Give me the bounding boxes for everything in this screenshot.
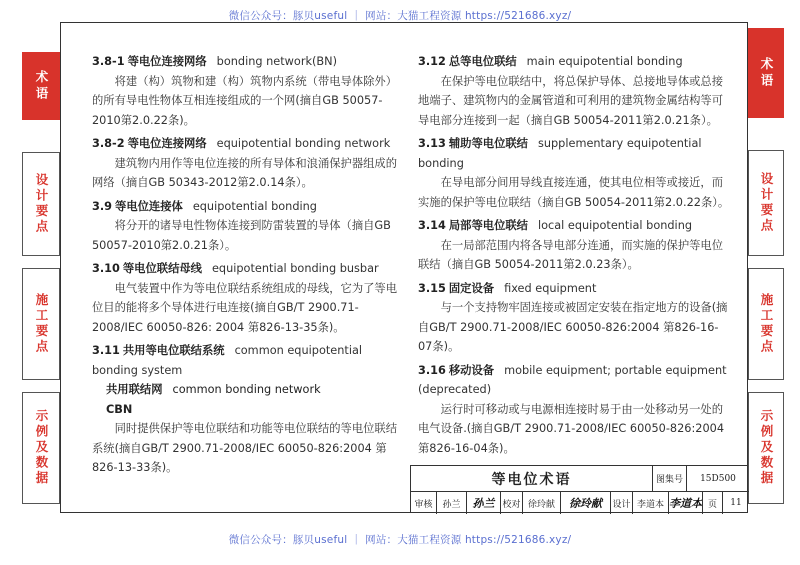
synonym-chinese: 共用联结网: [106, 383, 163, 396]
term-number: 3.12: [418, 55, 446, 68]
term-definition: 建筑物内用作等电位连接的所有导体和浪涌保护器组成的网络（摘自GB 50343-2012第2.0.14条）。: [92, 156, 398, 189]
right-tab-terms-label: 术语: [759, 56, 774, 90]
review-label: 审核: [411, 492, 437, 514]
watermark-top: 微信公众号：豚贝useful ｜ 网站：大猫工程资源 https://521686.xyz/: [228, 10, 572, 22]
term-3-15: [418, 279, 732, 299]
right-tab-examples-label: 示例及数据: [759, 409, 774, 487]
check-label: 校对: [501, 492, 523, 514]
term-english: equipotential bonding: [192, 199, 317, 213]
design-label: 设计: [611, 492, 633, 514]
left-tab-examples[interactable]: [22, 392, 60, 504]
term-number: 3.9: [92, 199, 113, 213]
term-number: 3.13: [418, 137, 446, 150]
term-number: 3.8-1: [92, 55, 125, 68]
term-number: 3.8-2: [92, 137, 125, 150]
term-3-11: [92, 341, 400, 380]
left-tab-examples-label: 示例及数据: [34, 409, 49, 487]
design-name: 李道本: [633, 492, 669, 514]
atlas-number-label: 图集号: [653, 466, 687, 492]
sheet-title: 等电位术语: [411, 466, 653, 492]
term-english: bonding network(BN): [216, 55, 338, 68]
right-tab-construction-label: 施工要点: [759, 293, 774, 355]
term-english: equipotential bonding busbar: [211, 262, 379, 275]
term-english: main equipotential bonding: [526, 55, 683, 68]
term-definition: 在保护等电位联结中，将总保护导体、总接地导体或总接地端子、建筑物内的金属管道和可利用的建筑物金属结构等可导电部分连接到一起（摘自GB 50054-2011第2.0.21条）。: [418, 74, 724, 127]
check-name: 徐玲献: [523, 492, 561, 514]
term-english: common equipotential bonding system: [92, 344, 363, 377]
atlas-number-value: 15D500: [687, 466, 749, 492]
term-abbreviation: CBN: [106, 402, 133, 416]
page-number: 11: [730, 498, 742, 508]
term-number: 3.14: [418, 219, 446, 232]
term-definition: 电气装置中作为等电位联结系统组成的母线，它为了等电位目的能将多个导体进行电连接(摘自GB/T 2900.71-2008/IEC 60050-826: 2004 第826-13-35条)。: [92, 281, 398, 334]
term-3-10: [92, 259, 400, 279]
term-chinese: 等电位连接网络: [127, 55, 207, 68]
term-chinese: 共用等电位联结系统: [122, 344, 225, 357]
left-tab-terms-label: 术语: [34, 69, 49, 103]
term-chinese: 等电位连接网络: [127, 137, 207, 150]
term-number: 3.16: [418, 363, 446, 377]
left-column: [92, 52, 400, 478]
term-definition: 与一个支持物牢固连接或被固定安装在指定地方的设备(摘自GB/T 2900.71-2008/IEC 60050-826:2004 第826-16-07条)。: [418, 301, 728, 353]
synonym-english: common bonding network: [172, 383, 321, 396]
title-block: [410, 465, 748, 513]
term-definition: 在导电部分间用导线直接连通，使其电位相等或接近，而实施的保护等电位联结（摘自GB 50054-2011第2.0.22条）。: [418, 176, 730, 209]
design-signature: 李道本: [669, 492, 703, 514]
right-column: [418, 52, 732, 458]
left-tab-terms[interactable]: [22, 52, 60, 120]
term-3-13: [418, 134, 732, 173]
term-definition: 将分开的诸导电性物体连接到防雷装置的导体（摘自GB 50057-2010第2.0.21条）。: [92, 219, 391, 252]
term-definition: 在一局部范围内将各导电部分连通，而实施的保护等电位联结（摘自GB 50054-2011第2.0.23条）。: [418, 238, 724, 271]
term-definition: 运行时可移动或与电源相连接时易于由一处移动另一处的电气设备.(摘自GB/T 2900.71-2008/IEC 60050-826:2004 第826-16-04条)。: [418, 402, 725, 455]
review-signature: 孙兰: [467, 492, 501, 514]
term-number: 3.15: [418, 281, 446, 295]
right-tab-design[interactable]: [748, 150, 784, 256]
term-english: fixed equipment: [504, 281, 597, 295]
signature-row: [411, 492, 749, 514]
term-3-16: [418, 361, 732, 400]
term-english: mobile equipment; portable equipment (deprecated): [418, 363, 727, 396]
term-chinese: 等电位连接体: [115, 199, 183, 213]
term-3-14: [418, 216, 732, 236]
watermark-bottom: 微信公众号：豚贝useful ｜ 网站：大猫工程资源 https://521686.xyz/: [228, 534, 572, 546]
left-tab-design[interactable]: [22, 152, 60, 256]
term-english: local equipotential bonding: [537, 219, 693, 232]
right-tab-terms[interactable]: [748, 28, 784, 118]
right-tab-examples[interactable]: [748, 392, 784, 504]
left-tab-construction-label: 施工要点: [34, 293, 49, 355]
review-name: 孙兰: [437, 492, 467, 514]
term-chinese: 总等电位联结: [448, 55, 517, 68]
term-3-8-2: [92, 134, 400, 154]
term-3-9: [92, 197, 400, 217]
page-label: 页: [703, 492, 723, 514]
term-chinese: 局部等电位联结: [448, 219, 528, 232]
term-definition: 同时提供保护等电位联结和功能等电位联结的等电位联结系统(摘自GB/T 2900.71-2008/IEC 60050-826:2004 第826-13-33条)。: [92, 422, 398, 474]
term-definition: 将建（构）筑物和建（构）筑物内系统（带电导体除外）的所有导电性物体互相连接组成的一个网(摘自GB 50057-2010第2.0.22条)。: [92, 74, 398, 127]
left-tab-construction[interactable]: [22, 268, 60, 380]
term-chinese: 等电位联结母线: [122, 262, 202, 275]
term-3-12: [418, 52, 732, 72]
term-number: 3.11: [92, 344, 120, 357]
right-tab-construction[interactable]: [748, 268, 784, 380]
term-english: supplementary equipotential bonding: [418, 137, 702, 170]
term-chinese: 固定设备: [448, 281, 495, 295]
right-tab-design-label: 设计要点: [759, 172, 774, 234]
term-3-8-1: [92, 52, 400, 72]
term-english: equipotential bonding network: [216, 137, 391, 150]
term-number: 3.10: [92, 262, 120, 275]
check-signature: 徐玲献: [561, 492, 611, 514]
term-synonym: [92, 380, 400, 400]
left-tab-design-label: 设计要点: [34, 173, 49, 235]
term-chinese: 移动设备: [448, 363, 495, 377]
term-chinese: 辅助等电位联结: [448, 137, 528, 150]
